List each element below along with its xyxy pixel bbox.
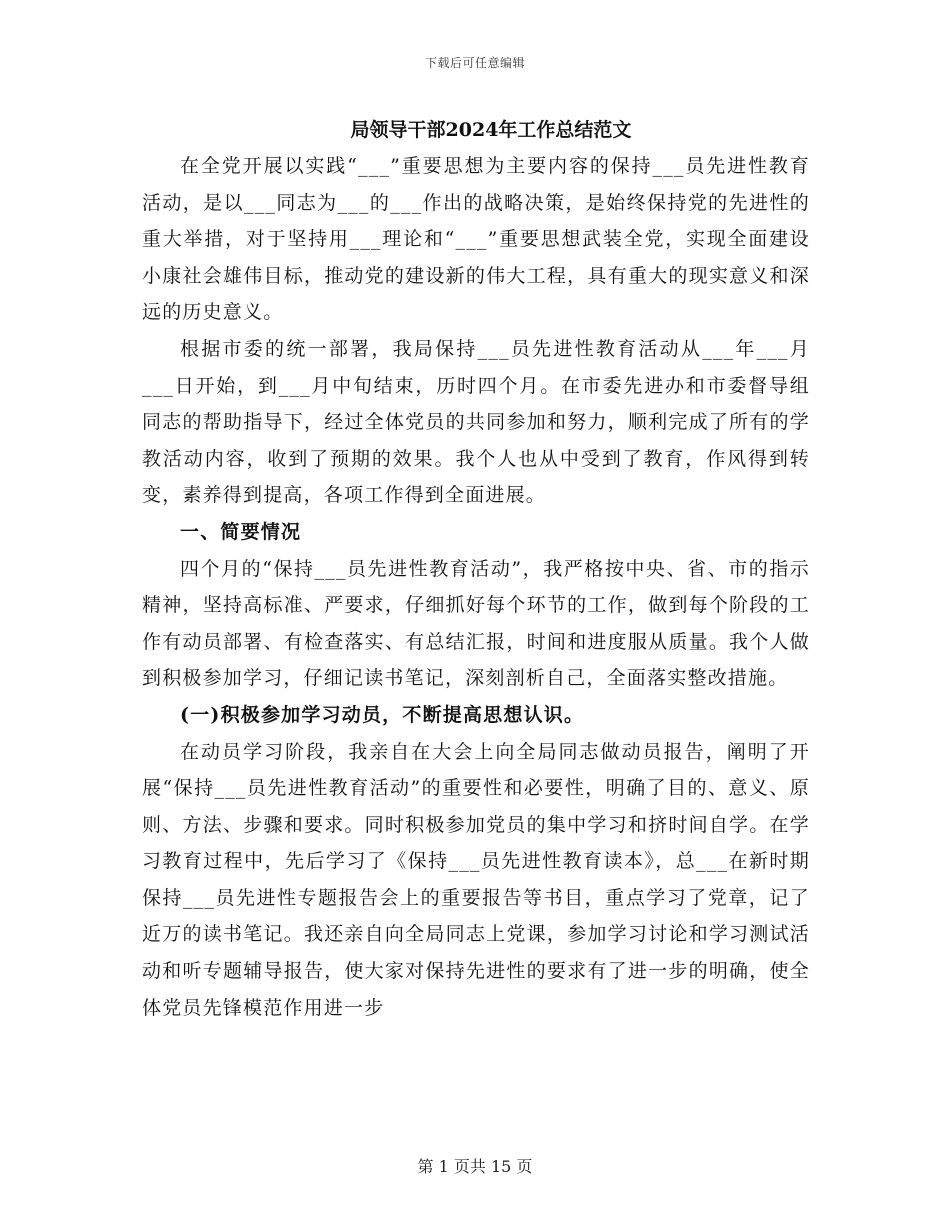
page-number: 第 1 页共 15 页	[417, 1157, 533, 1176]
paragraph-study: 在动员学习阶段，我亲自在大会上向全局同志做动员报告，阐明了开展“保持___员先进性教育活动”的重要性和必要性，明确了目的、意义、原则、方法、步骤和要求。同时积极参加党员的集中学习和挤时间自学。在学习教育过程中，先后学习了《保持___员先进性教育读本》，总___在新时期保持___员先进性专题报告会上的重要报告等书目，重点学习了党章，记了近万的读书笔记。我还亲自向全局同志上党课，参加学习讨论和学习测试活动和听专题辅导报告，使大家对保持先进性的要求有了进一步的明确，使全体党员先锋模范作用进一步	[142, 740, 810, 1019]
page-header-note: 下载后可任意编辑	[424, 56, 525, 70]
paragraph-overview: 四个月的“保持___员先进性教育活动”，我严格按中央、省、市的指示精神，坚持高标准、严要求，仔细抓好每个环节的工作，做到每个阶段的工作有动员部署、有检查落实、有总结汇报，时间和进度服从质量。我个人做到积极参加学习，仔细记读书笔记，深刻剖析自己，全面落实整改措施。	[142, 557, 810, 690]
document-title: 局领导干部2024年工作总结范文	[350, 119, 632, 141]
subsection-heading-study: (一)积极参加学习动员，不断提高思想认识。	[180, 703, 585, 726]
paragraph-background: 根据市委的统一部署，我局保持___员先进性教育活动从___年___月___日开始，到___月中旬结束，历时四个月。在市委先进办和市委督导组同志的帮助指导下，经过全体党员的共同参加和努力，顺利完成了所有的学教活动内容，收到了预期的效果。我个人也从中受到了教育，作风得到转变，素养得到提高，各项工作得到全面进展。	[142, 337, 810, 507]
document-body	[142, 112, 810, 1026]
paragraph-intro: 在全党开展以实践“___”重要思想为主要内容的保持___员先进性教育活动，是以___同志为___的___作出的战略决策，是始终保持党的先进性的重大举措，对于坚持用___理论和“___”重要思想武装全党，实现全面建设小康社会雄伟目标，推动党的建设新的伟大工程，具有重大的现实意义和深远的历史意义。	[142, 155, 810, 324]
section-heading-overview: 一、简要情况	[180, 520, 302, 543]
